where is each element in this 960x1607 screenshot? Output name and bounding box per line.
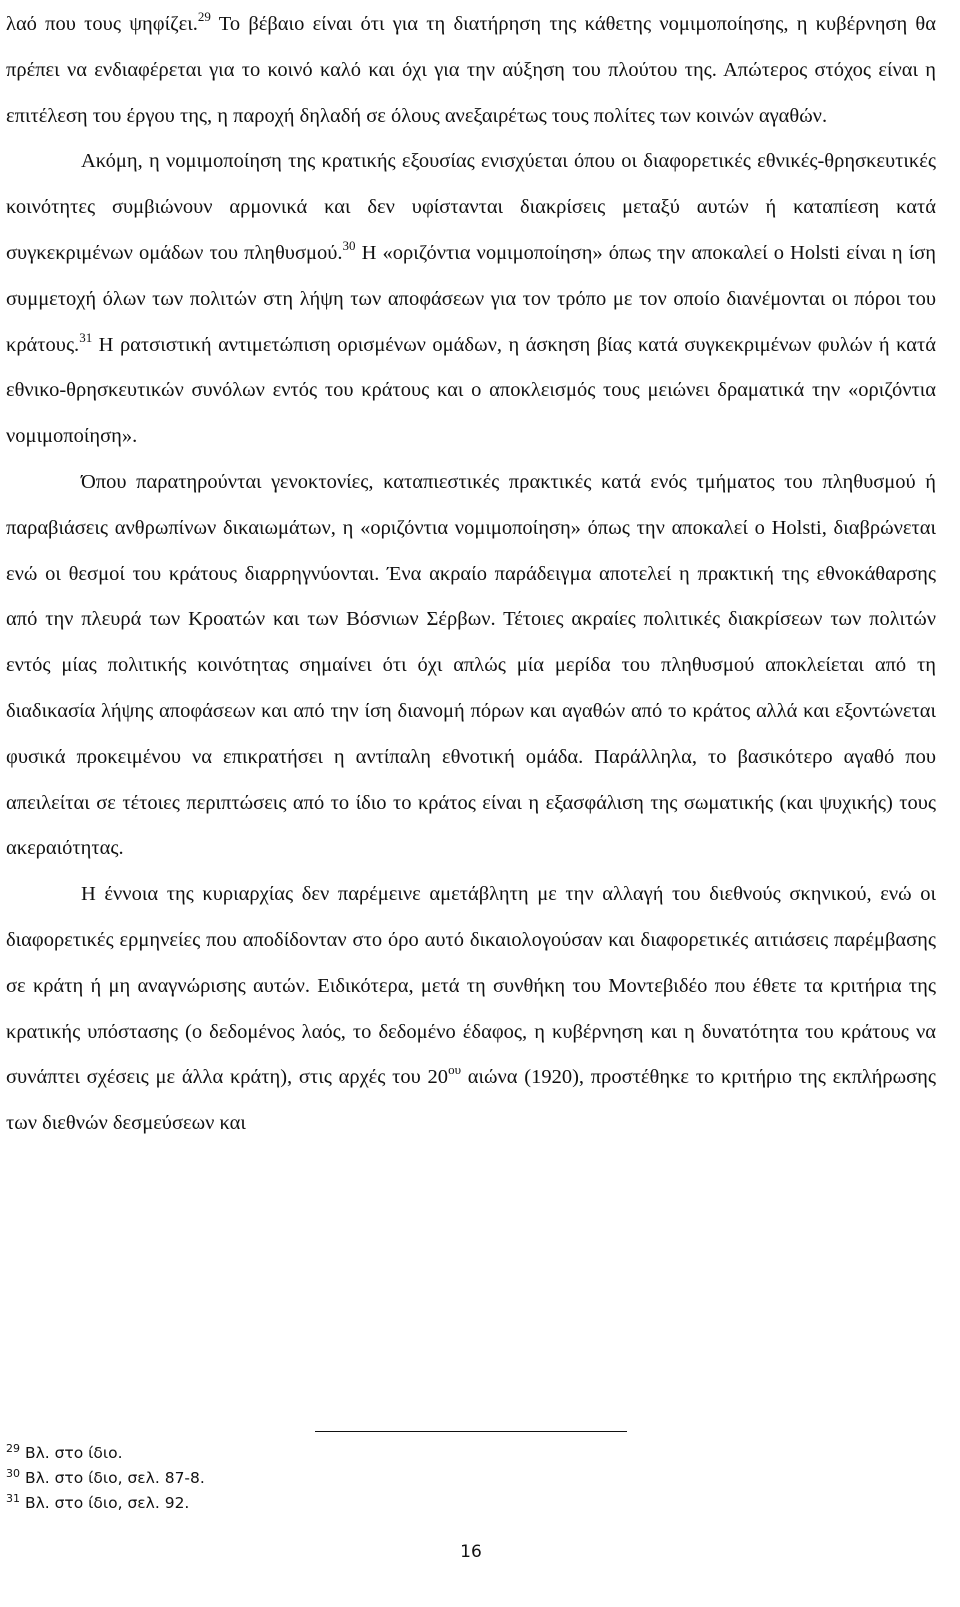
text-run: Το βέβαιο είναι ότι για τη διατήρηση της κάθετης νομιμοποίησης, η κυβέρνηση θα πρέπει να ενδιαφέρεται για το κοινό καλό και όχι για την αύξηση του πλούτου της. Απώτερος στόχος είναι η επιτέλεση του έργου της, η παροχή δηλαδή σε όλους ανεξαιρέτως τους πολίτες των κοινών αγαθών.	[6, 13, 936, 127]
footnote-31	[6, 1491, 606, 1516]
footnote-ref-31: 31	[79, 329, 93, 345]
text-run: Όπου παρατηρούνται γενοκτονίες, καταπιεστικές πρακτικές κατά ενός τμήματος του πληθυσμού ή παραβιάσεις ανθρωπίνων δικαιωμάτων, η «οριζόντια νομιμοποίηση» όπως την αποκαλεί ο Holsti, διαβρώνεται ενώ οι θεσμοί του κράτους διαρρηγνύονται. Ένα ακραίο παράδειγμα αποτελεί η πρακτική της εθνοκάθαρσης από την πλευρά των Κροατών και των Βόσνιων Σέρβων. Τέτοιες ακραίες πολιτικές διακρίσεων των πολιτών εντός μίας πολιτικής κοινότητας σημαίνει ότι όχι απλώς μία μερίδα του πληθυσμού αποκλείεται από τη διαδικασία λήψης αποφάσεων και από την ίση διανομή πόρων και αγαθών από το κράτος αλλά και εξοντώνεται φυσικά προκειμένου να επικρατήσει η αντίπαλη εθνοτική ομάδα. Παράλληλα, το βασικότερο αγαθό που απειλείται σε τέτοιες περιπτώσεις από το ίδιο το κράτος είναι η εξασφάλιση της σωματικής (και ψυχικής) τους ακεραιότητας.	[6, 470, 936, 860]
ordinal-superscript: ου	[448, 1062, 461, 1078]
text-run: Η «οριζόντια νομιμοποίηση» όπως την αποκαλεί ο Holsti είναι η ίση συμμετοχή όλων των πολιτών στη λήψη των αποφάσεων για τον τρόπο με τον οποίο διανέμονται οι πόροι του κράτους.	[6, 241, 936, 356]
footnote-number: 30	[6, 1467, 20, 1480]
paragraph-1	[6, 2, 936, 139]
text-run: Η ρατσιστική αντιμετώπιση ορισμένων ομάδων, η άσκηση βίας κατά συγκεκριμένων φυλών ή κατά εθνικο-θρησκευτικών συνόλων εντός του κράτους και ο αποκλεισμός τους μειώνει δραματικά την «οριζόντια νομιμοποίηση».	[6, 333, 936, 448]
paragraph-4	[6, 872, 936, 1147]
paragraph-3	[6, 460, 936, 872]
footnote-ref-29: 29	[197, 9, 211, 24]
body-text	[6, 2, 936, 1147]
text-run: Ακόμη, η νομιμοποίηση της κρατικής εξουσίας ενισχύεται όπου οι διαφορετικές εθνικές-θρησκευτικές κοινότητες συμβιώνουν αρμονικά και δεν υφίστανται διακρίσεις μεταξύ αυτών ή καταπίεση κατά συγκεκριμένων ομάδων του πληθυσμού.	[6, 150, 936, 264]
footnotes	[6, 1441, 606, 1516]
footnote-30	[6, 1466, 606, 1491]
page-number: 16	[460, 1542, 482, 1562]
footnote-ref-30: 30	[342, 237, 356, 253]
footnote-text: Βλ. στο ίδιο, σελ. 92.	[24, 1494, 190, 1512]
footnote-text: Βλ. στο ίδιο.	[24, 1444, 123, 1462]
footnote-number: 31	[6, 1492, 20, 1505]
paragraph-2	[6, 139, 936, 460]
text-run: Η έννοια της κυριαρχίας δεν παρέμεινε αμετάβλητη με την αλλαγή του διεθνούς σκηνικού, ενώ οι διαφορετικές ερμηνείες που αποδίδονταν στο όρο αυτό δικαιολογούσαν και διαφορετικές αιτιάσεις παρέμβασης σε κράτη ή μη αναγνώρισης αυτών. Ειδικότερα, μετά τη συνθήκη του Μοντεβιδέο που έθετε τα κριτήρια της κρατικής υπόστασης (ο δεδομένος λαός, το δεδομένο έδαφος, η κυβέρνηση και η δυνατότητα του κράτους να συνάπτει σχέσεις με άλλα κράτη), στις αρχές του 20	[6, 883, 936, 1089]
footnote-separator	[315, 1431, 627, 1432]
text-run: λαό που τους ψηφίζει.	[6, 13, 198, 35]
footnote-29	[6, 1441, 606, 1466]
text-run: αιώνα (1920), προστέθηκε το κριτήριο της εκπλήρωσης των διεθνών δεσμεύσεων και	[6, 1066, 937, 1135]
footnote-number: 29	[6, 1442, 20, 1455]
footnote-text: Βλ. στο ίδιο, σελ. 87-8.	[24, 1469, 205, 1487]
